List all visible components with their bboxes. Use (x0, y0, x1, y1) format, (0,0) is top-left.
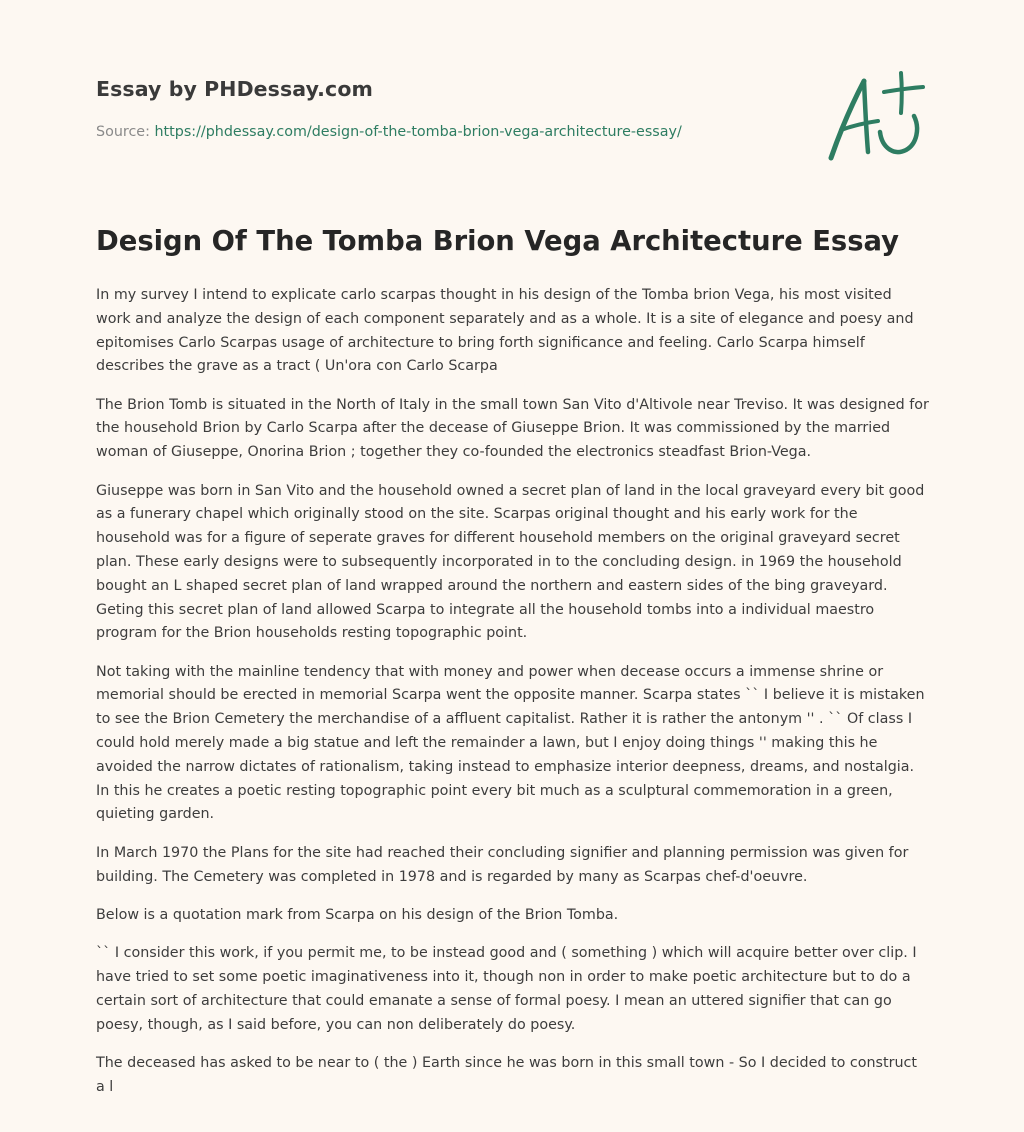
source-line (96, 124, 682, 140)
essay-title: Design Of The Tomba Brion Vega Architecture Essay (96, 226, 900, 257)
essay-paragraph: Below is a quotation mark from Scarpa on his design of the Brion Tomba. (96, 906, 619, 923)
essay-paragraph: Giuseppe was born in San Vito and the household owned a secret plan of land in the local graveyard every bit good as a funerary chapel which originally stood on the site. Scarpas original thought and his early work for the household was for a figure of seperate graves for different household members on the original graveyard secret plan. These early designs were to subsequently incorporated in to the concluding design. in 1969 the household bought an L shaped secret plan of land wrapped around the northern and eastern sides of the bing graveyard. Geting this secret plan of land allowed Scarpa to integrate all the household tombs into a individual maestro program for the Brion households resting topographic point. (96, 482, 925, 642)
source-link[interactable]: https://phdessay.com/design-of-the-tomba-brion-vega-architecture-essay/ (154, 124, 682, 140)
essay-paragraph: Not taking with the mainline tendency that with money and power when decease occurs a immense shrine or memorial should be erected in memorial Scarpa went the opposite manner. Scarpa states `` I believe it is mistaken to see the Brion Cemetery the merchandise of a affluent capitalist. Rather it is rather the antonym '' . `` Of class I could hold merely made a big statue and left the remainder a lawn, but I enjoy doing things '' making this he avoided the narrow dictates of rationalism, taking instead to emphasize interior deepness, dreams, and nostalgia. In this he creates a poetic resting topographic point every bit much as a sculptural commemoration in a green, quieting garden. (96, 663, 925, 823)
essay-paragraph: In March 1970 the Plans for the site had reached their concluding signifier and planning permission was given for building. The Cemetery was completed in 1978 and is regarded by many as Scarpas chef-d'oeuvre. (96, 844, 909, 885)
source-label: Source: (96, 124, 155, 140)
essay-body (96, 284, 930, 1114)
essay-paragraph: The Brion Tomb is situated in the North of Italy in the small town San Vito d'Altivole near Treviso. It was designed for the household Brion by Carlo Scarpa after the decease of Giuseppe Brion. It was commissioned by the married woman of Giuseppe, Onorina Brion ; together they co-founded the electronics steadfast Brion-Vega. (96, 396, 929, 461)
a-plus-logo-icon (822, 68, 928, 164)
essay-paragraph: In my survey I intend to explicate carlo scarpas thought in his design of the Tomba brion Vega, his most visited work and analyze the design of each component separately and as a whole. It is a site of elegance and poesy and epitomises Carlo Scarpas usage of architecture to bring forth significance and feeling. Carlo Scarpa himself describes the grave as a tract ( Un'ora con Carlo Scarpa (96, 287, 914, 375)
essay-paragraph: The deceased has asked to be near to ( the ) Earth since he was born in this small town - So I decided to construct a l (96, 1054, 918, 1095)
essay-paragraph: `` I consider this work, if you permit me, to be instead good and ( something ) which will acquire better over clip. I have tried to set some poetic imaginativeness into it, though non in order to make poetic architecture but to do a certain sort of architecture that could emanate a sense of formal poesy. I mean an uttered signifier that can go poesy, though, as I said before, you can non deliberately do poesy. (96, 945, 917, 1033)
site-title: Essay by PHDessay.com (96, 77, 373, 101)
